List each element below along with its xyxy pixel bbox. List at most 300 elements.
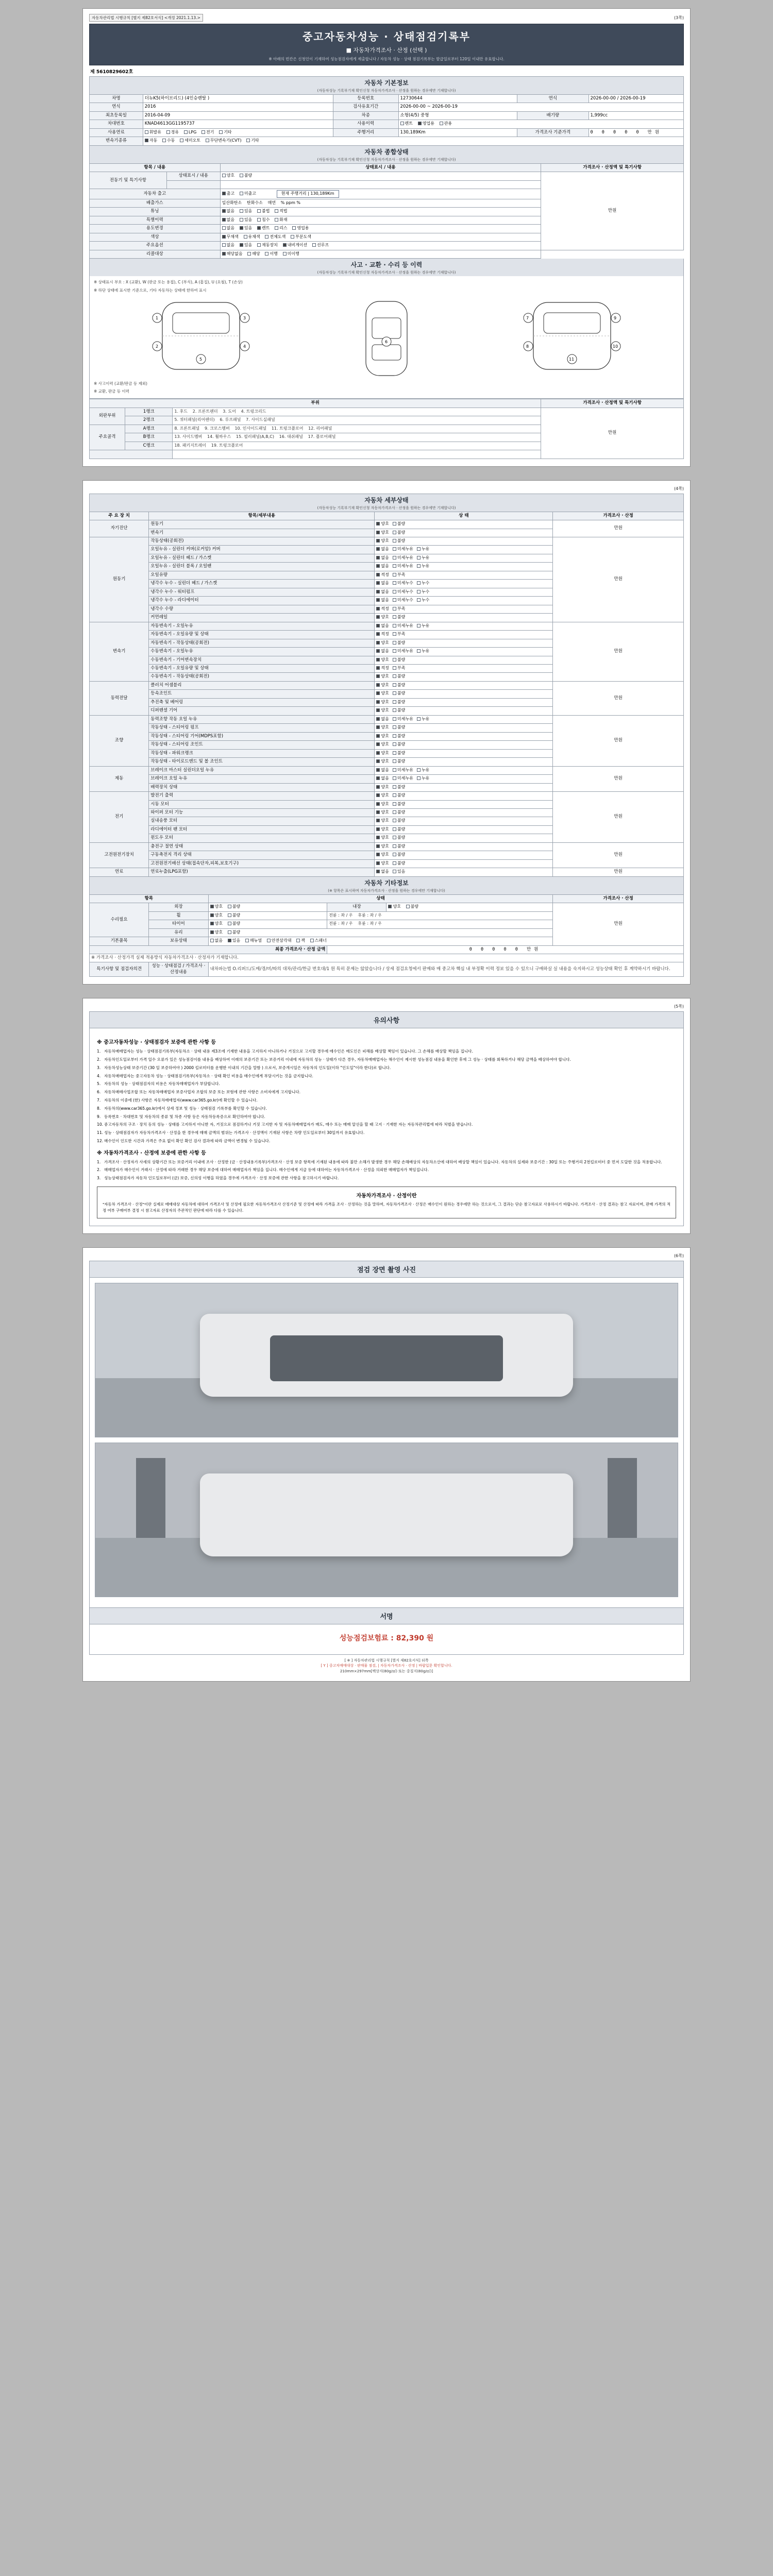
detail-opt-6-1-1[interactable]: [393, 802, 405, 807]
checkbox-icon[interactable]: [210, 930, 214, 934]
detail-opt-7-2-1[interactable]: [393, 861, 405, 867]
detail-opt-4-4-1[interactable]: [393, 751, 405, 756]
overall-5-sub-0[interactable]: [257, 226, 270, 231]
fuel-opt-4[interactable]: [219, 130, 231, 135]
checkbox-icon[interactable]: [228, 913, 231, 917]
overall-7-opt-1[interactable]: [240, 243, 252, 248]
detail-opt-6-4-0[interactable]: [376, 827, 389, 833]
checkbox-icon[interactable]: [376, 581, 380, 585]
checkbox-icon[interactable]: [275, 226, 278, 230]
checkbox-icon[interactable]: [393, 759, 396, 763]
detail-opt-3-3-0[interactable]: [376, 708, 389, 714]
checkbox-icon[interactable]: [393, 785, 396, 789]
detail-opt-4-5-1[interactable]: [393, 759, 405, 765]
checkbox-icon[interactable]: [265, 235, 268, 239]
detail-opt-3-0-1[interactable]: [393, 683, 405, 688]
detail-opt-1-3-0[interactable]: [376, 564, 389, 569]
checkbox-icon[interactable]: [376, 768, 380, 772]
detail-opt-2-0-0[interactable]: [376, 623, 389, 629]
detail-opt-2-0-2[interactable]: [417, 623, 429, 629]
overall-5-sub-2[interactable]: [292, 226, 309, 231]
detail-opt-1-7-2[interactable]: [417, 598, 429, 603]
checkbox-icon[interactable]: [393, 700, 396, 704]
detail-opt-4-2-0[interactable]: [376, 734, 389, 739]
detail-opt-1-7-0[interactable]: [376, 598, 389, 603]
checkbox-icon[interactable]: [283, 243, 287, 247]
checkbox-icon[interactable]: [417, 717, 421, 721]
checkbox-icon[interactable]: [400, 122, 404, 125]
checkbox-icon[interactable]: [275, 218, 278, 222]
detail-opt-4-2-1[interactable]: [393, 734, 405, 739]
checkbox-icon[interactable]: [210, 922, 214, 925]
detail-opt-5-0-1[interactable]: [393, 768, 413, 773]
detail-opt-2-0-1[interactable]: [393, 623, 413, 629]
checkbox-icon[interactable]: [376, 725, 380, 729]
checkbox-icon[interactable]: [417, 564, 421, 568]
checkbox-icon[interactable]: [393, 607, 396, 611]
checkbox-icon[interactable]: [184, 130, 188, 134]
trans-opt-2[interactable]: [180, 138, 200, 144]
checkbox-icon[interactable]: [376, 734, 380, 738]
wheel-opt-0[interactable]: [210, 913, 223, 919]
checkbox-icon[interactable]: [275, 209, 278, 213]
checkbox-icon[interactable]: [240, 209, 243, 213]
checkbox-icon[interactable]: [244, 235, 247, 239]
detail-opt-2-5-1[interactable]: [393, 666, 405, 671]
detail-opt-4-1-0[interactable]: [376, 725, 389, 731]
detail-opt-8-0-1[interactable]: [393, 869, 405, 875]
checkbox-icon[interactable]: [376, 844, 380, 848]
detail-opt-2-6-0[interactable]: [376, 674, 389, 680]
detail-opt-2-2-1[interactable]: [393, 640, 405, 646]
checkbox-icon[interactable]: [376, 827, 380, 831]
detail-opt-6-3-0[interactable]: [376, 818, 389, 824]
checkbox-icon[interactable]: [393, 573, 396, 577]
int-opt-0[interactable]: [388, 904, 400, 910]
checkbox-icon[interactable]: [417, 776, 421, 780]
overall-3-sub-1[interactable]: [275, 209, 287, 214]
tire-opt-0[interactable]: [210, 921, 223, 927]
detail-opt-2-3-2[interactable]: [417, 649, 429, 654]
checkbox-icon[interactable]: [246, 139, 250, 142]
checkbox-icon[interactable]: [393, 531, 396, 534]
checkbox-icon[interactable]: [222, 252, 226, 256]
checkbox-icon[interactable]: [376, 708, 380, 712]
detail-opt-4-0-2[interactable]: [417, 717, 429, 722]
fuel-opt-3[interactable]: [201, 130, 214, 135]
checkbox-icon[interactable]: [247, 252, 251, 256]
overall-6-opt-1[interactable]: [244, 234, 260, 240]
checkbox-icon[interactable]: [265, 252, 268, 256]
detail-opt-2-1-1[interactable]: [393, 632, 405, 637]
checkbox-icon[interactable]: [393, 598, 396, 602]
checkbox-icon[interactable]: [245, 939, 249, 942]
checkbox-icon[interactable]: [393, 844, 396, 848]
detail-opt-3-1-1[interactable]: [393, 691, 405, 697]
hold-opt-1[interactable]: [228, 938, 240, 944]
checkbox-icon[interactable]: [162, 139, 166, 142]
hold-sub-3[interactable]: [310, 938, 327, 944]
detail-opt-7-2-0[interactable]: [376, 861, 389, 867]
checkbox-icon[interactable]: [393, 658, 396, 662]
overall-4-opt-1[interactable]: [240, 217, 252, 223]
checkbox-icon[interactable]: [417, 590, 421, 594]
checkbox-icon[interactable]: [376, 759, 380, 763]
checkbox-icon[interactable]: [240, 192, 243, 195]
overall-8-opt-0[interactable]: [222, 251, 243, 257]
checkbox-icon[interactable]: [376, 683, 380, 687]
checkbox-icon[interactable]: [206, 139, 209, 142]
checkbox-icon[interactable]: [312, 243, 316, 247]
detail-opt-1-3-1[interactable]: [393, 564, 413, 569]
checkbox-icon[interactable]: [393, 734, 396, 738]
detail-opt-0-0-0[interactable]: [376, 521, 389, 527]
checkbox-icon[interactable]: [376, 522, 380, 526]
checkbox-icon[interactable]: [376, 700, 380, 704]
checkbox-icon[interactable]: [210, 939, 214, 942]
checkbox-icon[interactable]: [376, 598, 380, 602]
detail-opt-1-6-1[interactable]: [393, 589, 413, 595]
detail-opt-2-5-0[interactable]: [376, 666, 389, 671]
detail-opt-3-3-1[interactable]: [393, 708, 405, 714]
overall-8-opt-1[interactable]: [247, 251, 260, 257]
detail-opt-1-5-2[interactable]: [417, 581, 429, 586]
detail-opt-8-0-0[interactable]: [376, 869, 389, 875]
detail-opt-1-8-0[interactable]: [376, 606, 389, 612]
detail-opt-6-4-1[interactable]: [393, 827, 405, 833]
checkbox-icon[interactable]: [257, 243, 261, 247]
checkbox-icon[interactable]: [376, 810, 380, 814]
tire-opt-1[interactable]: [228, 921, 240, 927]
overall-7-sub-0[interactable]: [257, 243, 278, 248]
checkbox-icon[interactable]: [393, 564, 396, 568]
checkbox-icon[interactable]: [417, 649, 421, 653]
detail-opt-2-6-1[interactable]: [393, 674, 405, 680]
checkbox-icon[interactable]: [417, 624, 421, 628]
checkbox-icon[interactable]: [145, 130, 148, 134]
wheel-opt-1[interactable]: [228, 913, 240, 919]
overall-6-sub-0[interactable]: [265, 234, 285, 240]
detail-opt-4-3-1[interactable]: [393, 742, 405, 748]
checkbox-icon[interactable]: [417, 768, 421, 772]
detail-opt-3-1-0[interactable]: [376, 691, 389, 697]
usage-opt-2[interactable]: [440, 121, 452, 127]
checkbox-icon[interactable]: [417, 598, 421, 602]
checkbox-icon[interactable]: [393, 632, 396, 636]
checkbox-icon[interactable]: [417, 581, 421, 585]
checkbox-icon[interactable]: [210, 905, 214, 908]
detail-opt-2-3-1[interactable]: [393, 649, 413, 654]
detail-opt-7-1-0[interactable]: [376, 852, 389, 858]
checkbox-icon[interactable]: [222, 235, 226, 239]
detail-opt-5-1-0[interactable]: [376, 776, 389, 782]
checkbox-icon[interactable]: [228, 930, 231, 934]
detail-opt-1-8-1[interactable]: [393, 606, 405, 612]
detail-opt-6-3-1[interactable]: [393, 818, 405, 824]
checkbox-icon[interactable]: [376, 615, 380, 619]
detail-opt-6-1-0[interactable]: [376, 802, 389, 807]
detail-opt-0-1-1[interactable]: [393, 530, 405, 536]
overall-5-opt-1[interactable]: [240, 226, 252, 231]
hold-sub-0[interactable]: [245, 938, 262, 944]
fuel-opt-2[interactable]: [184, 130, 196, 135]
checkbox-icon[interactable]: [376, 742, 380, 746]
checkbox-icon[interactable]: [393, 793, 396, 797]
detail-opt-1-4-0[interactable]: [376, 572, 389, 578]
detail-opt-5-1-2[interactable]: [417, 776, 429, 782]
checkbox-icon[interactable]: [376, 607, 380, 611]
checkbox-icon[interactable]: [240, 174, 243, 177]
usage-opt-0[interactable]: [400, 121, 413, 127]
checkbox-icon[interactable]: [376, 853, 380, 856]
hold-sub-2[interactable]: [296, 938, 305, 944]
checkbox-icon[interactable]: [393, 666, 396, 670]
detail-opt-6-5-0[interactable]: [376, 835, 389, 841]
detail-opt-3-2-1[interactable]: [393, 700, 405, 705]
detail-opt-1-2-1[interactable]: [393, 555, 413, 561]
checkbox-icon[interactable]: [267, 939, 271, 942]
overall-0-opt-0[interactable]: [222, 173, 234, 179]
trans-opt-3[interactable]: [206, 138, 242, 144]
usage-opt-1[interactable]: [418, 121, 434, 127]
checkbox-icon[interactable]: [393, 539, 396, 543]
checkbox-icon[interactable]: [210, 913, 214, 917]
overall-8-sub-1[interactable]: [283, 251, 299, 257]
checkbox-icon[interactable]: [376, 531, 380, 534]
checkbox-icon[interactable]: [291, 235, 294, 239]
detail-opt-0-0-1[interactable]: [393, 521, 405, 527]
checkbox-icon[interactable]: [393, 742, 396, 746]
checkbox-icon[interactable]: [222, 218, 226, 222]
detail-opt-1-4-1[interactable]: [393, 572, 405, 578]
detail-opt-5-0-2[interactable]: [417, 768, 429, 773]
checkbox-icon[interactable]: [376, 658, 380, 662]
detail-opt-7-0-1[interactable]: [393, 844, 405, 850]
detail-opt-1-1-0[interactable]: [376, 547, 389, 552]
checkbox-icon[interactable]: [393, 581, 396, 585]
overall-1-opt-1[interactable]: [240, 191, 256, 197]
checkbox-icon[interactable]: [376, 836, 380, 839]
checkbox-icon[interactable]: [310, 939, 314, 942]
checkbox-icon[interactable]: [376, 861, 380, 865]
detail-opt-4-0-1[interactable]: [393, 717, 413, 722]
overall-3-opt-0[interactable]: [222, 209, 234, 214]
overall-0-opt-1[interactable]: [240, 173, 252, 179]
detail-opt-4-0-0[interactable]: [376, 717, 389, 722]
detail-opt-1-3-2[interactable]: [417, 564, 429, 569]
overall-3-sub-0[interactable]: [257, 209, 270, 214]
checkbox-icon[interactable]: [145, 139, 148, 142]
trans-opt-4[interactable]: [246, 138, 259, 144]
checkbox-icon[interactable]: [180, 139, 183, 142]
detail-opt-3-2-0[interactable]: [376, 700, 389, 705]
checkbox-icon[interactable]: [222, 174, 226, 177]
checkbox-icon[interactable]: [393, 810, 396, 814]
checkbox-icon[interactable]: [393, 725, 396, 729]
detail-opt-3-0-0[interactable]: [376, 683, 389, 688]
checkbox-icon[interactable]: [393, 870, 396, 873]
checkbox-icon[interactable]: [393, 674, 396, 678]
detail-opt-4-3-0[interactable]: [376, 742, 389, 748]
detail-opt-4-1-1[interactable]: [393, 725, 405, 731]
checkbox-icon[interactable]: [376, 751, 380, 755]
overall-5-sub-1[interactable]: [275, 226, 287, 231]
detail-opt-1-1-2[interactable]: [417, 547, 429, 552]
checkbox-icon[interactable]: [417, 547, 421, 551]
overall-1-opt-0[interactable]: [222, 191, 234, 197]
checkbox-icon[interactable]: [393, 768, 396, 772]
checkbox-icon[interactable]: [228, 905, 231, 908]
checkbox-icon[interactable]: [393, 717, 396, 721]
checkbox-icon[interactable]: [222, 192, 226, 195]
checkbox-icon[interactable]: [393, 641, 396, 645]
detail-opt-4-5-0[interactable]: [376, 759, 389, 765]
checkbox-icon[interactable]: [418, 122, 422, 125]
checkbox-icon[interactable]: [393, 708, 396, 712]
overall-7-sub-2[interactable]: [312, 243, 329, 248]
detail-opt-2-4-1[interactable]: [393, 657, 405, 663]
checkbox-icon[interactable]: [393, 590, 396, 594]
overall-4-sub-1[interactable]: [275, 217, 287, 223]
checkbox-icon[interactable]: [376, 573, 380, 577]
checkbox-icon[interactable]: [283, 252, 287, 256]
overall-3-opt-1[interactable]: [240, 209, 252, 214]
overall-8-sub-0[interactable]: [265, 251, 277, 257]
checkbox-icon[interactable]: [296, 939, 300, 942]
checkbox-icon[interactable]: [240, 226, 243, 230]
detail-opt-5-0-0[interactable]: [376, 768, 389, 773]
checkbox-icon[interactable]: [222, 226, 226, 230]
checkbox-icon[interactable]: [388, 905, 392, 908]
overall-4-opt-0[interactable]: [222, 217, 234, 223]
checkbox-icon[interactable]: [166, 130, 170, 134]
checkbox-icon[interactable]: [376, 556, 380, 560]
hold-opt-0[interactable]: [210, 938, 223, 944]
checkbox-icon[interactable]: [240, 243, 243, 247]
checkbox-icon[interactable]: [393, 683, 396, 687]
detail-opt-1-6-0[interactable]: [376, 589, 389, 595]
checkbox-icon[interactable]: [222, 209, 226, 213]
trans-opt-1[interactable]: [162, 138, 175, 144]
checkbox-icon[interactable]: [393, 751, 396, 755]
checkbox-icon[interactable]: [376, 641, 380, 645]
detail-opt-7-0-0[interactable]: [376, 844, 389, 850]
detail-opt-5-2-0[interactable]: [376, 785, 389, 790]
glass-opt-1[interactable]: [228, 930, 240, 936]
ext-opt-0[interactable]: [210, 904, 223, 910]
detail-opt-6-5-1[interactable]: [393, 835, 405, 841]
detail-opt-1-9-1[interactable]: [393, 615, 405, 620]
checkbox-icon[interactable]: [393, 827, 396, 831]
checkbox-icon[interactable]: [393, 853, 396, 856]
checkbox-icon[interactable]: [417, 556, 421, 560]
overall-6-opt-0[interactable]: [222, 234, 239, 240]
detail-opt-2-2-0[interactable]: [376, 640, 389, 646]
checkbox-icon[interactable]: [228, 922, 231, 925]
detail-opt-1-0-1[interactable]: [393, 538, 405, 544]
checkbox-icon[interactable]: [393, 802, 396, 806]
checkbox-icon[interactable]: [406, 905, 410, 908]
checkbox-icon[interactable]: [257, 226, 261, 230]
detail-opt-6-2-1[interactable]: [393, 810, 405, 816]
checkbox-icon[interactable]: [376, 564, 380, 568]
detail-opt-2-1-0[interactable]: [376, 632, 389, 637]
checkbox-icon[interactable]: [376, 776, 380, 780]
detail-opt-5-2-1[interactable]: [393, 785, 405, 790]
checkbox-icon[interactable]: [393, 624, 396, 628]
detail-opt-1-2-0[interactable]: [376, 555, 389, 561]
detail-opt-0-1-0[interactable]: [376, 530, 389, 536]
checkbox-icon[interactable]: [257, 209, 261, 213]
checkbox-icon[interactable]: [257, 218, 261, 222]
fuel-opt-1[interactable]: [166, 130, 179, 135]
detail-opt-5-1-1[interactable]: [393, 776, 413, 782]
checkbox-icon[interactable]: [376, 793, 380, 797]
checkbox-icon[interactable]: [376, 632, 380, 636]
detail-opt-2-4-0[interactable]: [376, 657, 389, 663]
checkbox-icon[interactable]: [376, 870, 380, 873]
checkbox-icon[interactable]: [393, 836, 396, 839]
checkbox-icon[interactable]: [376, 785, 380, 789]
detail-opt-1-1-1[interactable]: [393, 547, 413, 552]
detail-opt-1-5-0[interactable]: [376, 581, 389, 586]
ext-opt-1[interactable]: [228, 904, 240, 910]
checkbox-icon[interactable]: [376, 649, 380, 653]
checkbox-icon[interactable]: [376, 674, 380, 678]
checkbox-icon[interactable]: [393, 522, 396, 526]
glass-opt-0[interactable]: [210, 930, 223, 936]
trans-opt-0[interactable]: [145, 138, 157, 144]
detail-opt-4-4-0[interactable]: [376, 751, 389, 756]
checkbox-icon[interactable]: [440, 122, 443, 125]
detail-opt-2-3-0[interactable]: [376, 649, 389, 654]
checkbox-icon[interactable]: [376, 590, 380, 594]
checkbox-icon[interactable]: [393, 819, 396, 822]
detail-opt-1-0-0[interactable]: [376, 538, 389, 544]
detail-opt-1-2-2[interactable]: [417, 555, 429, 561]
checkbox-icon[interactable]: [376, 539, 380, 543]
checkbox-icon[interactable]: [393, 776, 396, 780]
fuel-opt-0[interactable]: [145, 130, 161, 135]
checkbox-icon[interactable]: [376, 666, 380, 670]
checkbox-icon[interactable]: [201, 130, 205, 134]
detail-opt-6-0-1[interactable]: [393, 793, 405, 799]
overall-4-sub-0[interactable]: [257, 217, 270, 223]
int-opt-1[interactable]: [406, 904, 418, 910]
overall-7-sub-1[interactable]: [283, 243, 308, 248]
checkbox-icon[interactable]: [222, 243, 226, 247]
overall-5-opt-0[interactable]: [222, 226, 234, 231]
hold-sub-1[interactable]: [267, 938, 292, 944]
checkbox-icon[interactable]: [292, 226, 296, 230]
checkbox-icon[interactable]: [393, 547, 396, 551]
checkbox-icon[interactable]: [393, 556, 396, 560]
detail-opt-6-0-0[interactable]: [376, 793, 389, 799]
checkbox-icon[interactable]: [376, 819, 380, 822]
checkbox-icon[interactable]: [219, 130, 223, 134]
detail-opt-1-9-0[interactable]: [376, 615, 389, 620]
checkbox-icon[interactable]: [393, 861, 396, 865]
detail-opt-1-6-2[interactable]: [417, 589, 429, 595]
detail-opt-6-2-0[interactable]: [376, 810, 389, 816]
checkbox-icon[interactable]: [393, 615, 396, 619]
overall-6-sub-1[interactable]: [291, 234, 311, 240]
detail-opt-1-7-1[interactable]: [393, 598, 413, 603]
overall-7-opt-0[interactable]: [222, 243, 234, 248]
checkbox-icon[interactable]: [240, 218, 243, 222]
checkbox-icon[interactable]: [376, 691, 380, 695]
checkbox-icon[interactable]: [228, 939, 231, 942]
